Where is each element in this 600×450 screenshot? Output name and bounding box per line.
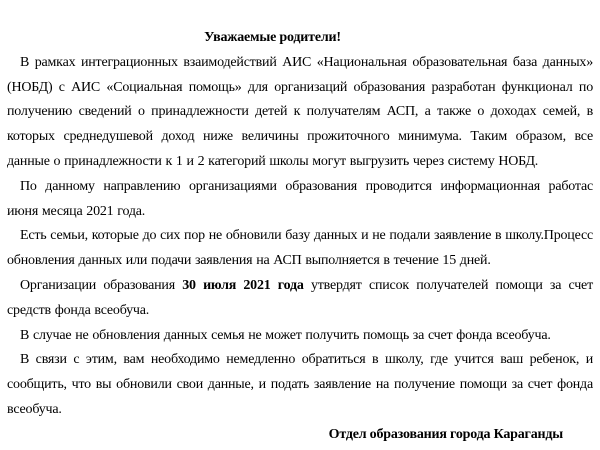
document-title: Уважаемые родители! — [204, 30, 341, 45]
paragraph — [7, 348, 593, 422]
signature-line: Отдел образования города Караганды — [328, 426, 563, 442]
paragraph — [7, 274, 593, 324]
paragraph — [7, 175, 593, 225]
paragraph — [7, 51, 593, 175]
text-run: В рамках интеграционных взаимодействий АИС «Национальная образовательная база данных» (НОБД) с АИС «Социальная помощь» для организаций образования разработан функционал по получению сведений о принадлежности детей к получателям АСП, а также о доходах семей, в которых среднедушевой доход ниже величины прожиточного минимума. Таким образом, все данные о принадлежности к 1 и 2 категорий школы могут выгрузить через систему НОБД. — [7, 54, 593, 169]
text-run: Организации образования — [20, 277, 183, 293]
text-run: Есть семьи, которые до сих пор не обновили базу данных и не подали заявление в школу.Процесс обновления данных или подачи заявления на АСП выполняется в течение 15 дней. — [7, 228, 593, 269]
document-body — [7, 51, 593, 423]
text-run: В случае не обновления данных семья не может получить помощь за счет фонда всеобуча. — [20, 327, 551, 343]
text-run: В связи с этим, вам необходимо немедленно обратиться в школу, где учится ваш ребенок, и сообщить, что вы обновили свои данные, и подать заявление на получение помощи за счет фонда всеобуча. — [7, 352, 593, 417]
bold-text-run: 30 июля 2021 года — [182, 277, 304, 293]
paragraph — [7, 224, 593, 274]
paragraph — [7, 324, 593, 349]
text-run: утвердят список получателей помощи за счет средств фонда всеобуча. — [7, 277, 593, 318]
text-run: По данному направлению организациями образования проводится информационная работас июня месяца 2021 года. — [7, 178, 593, 219]
